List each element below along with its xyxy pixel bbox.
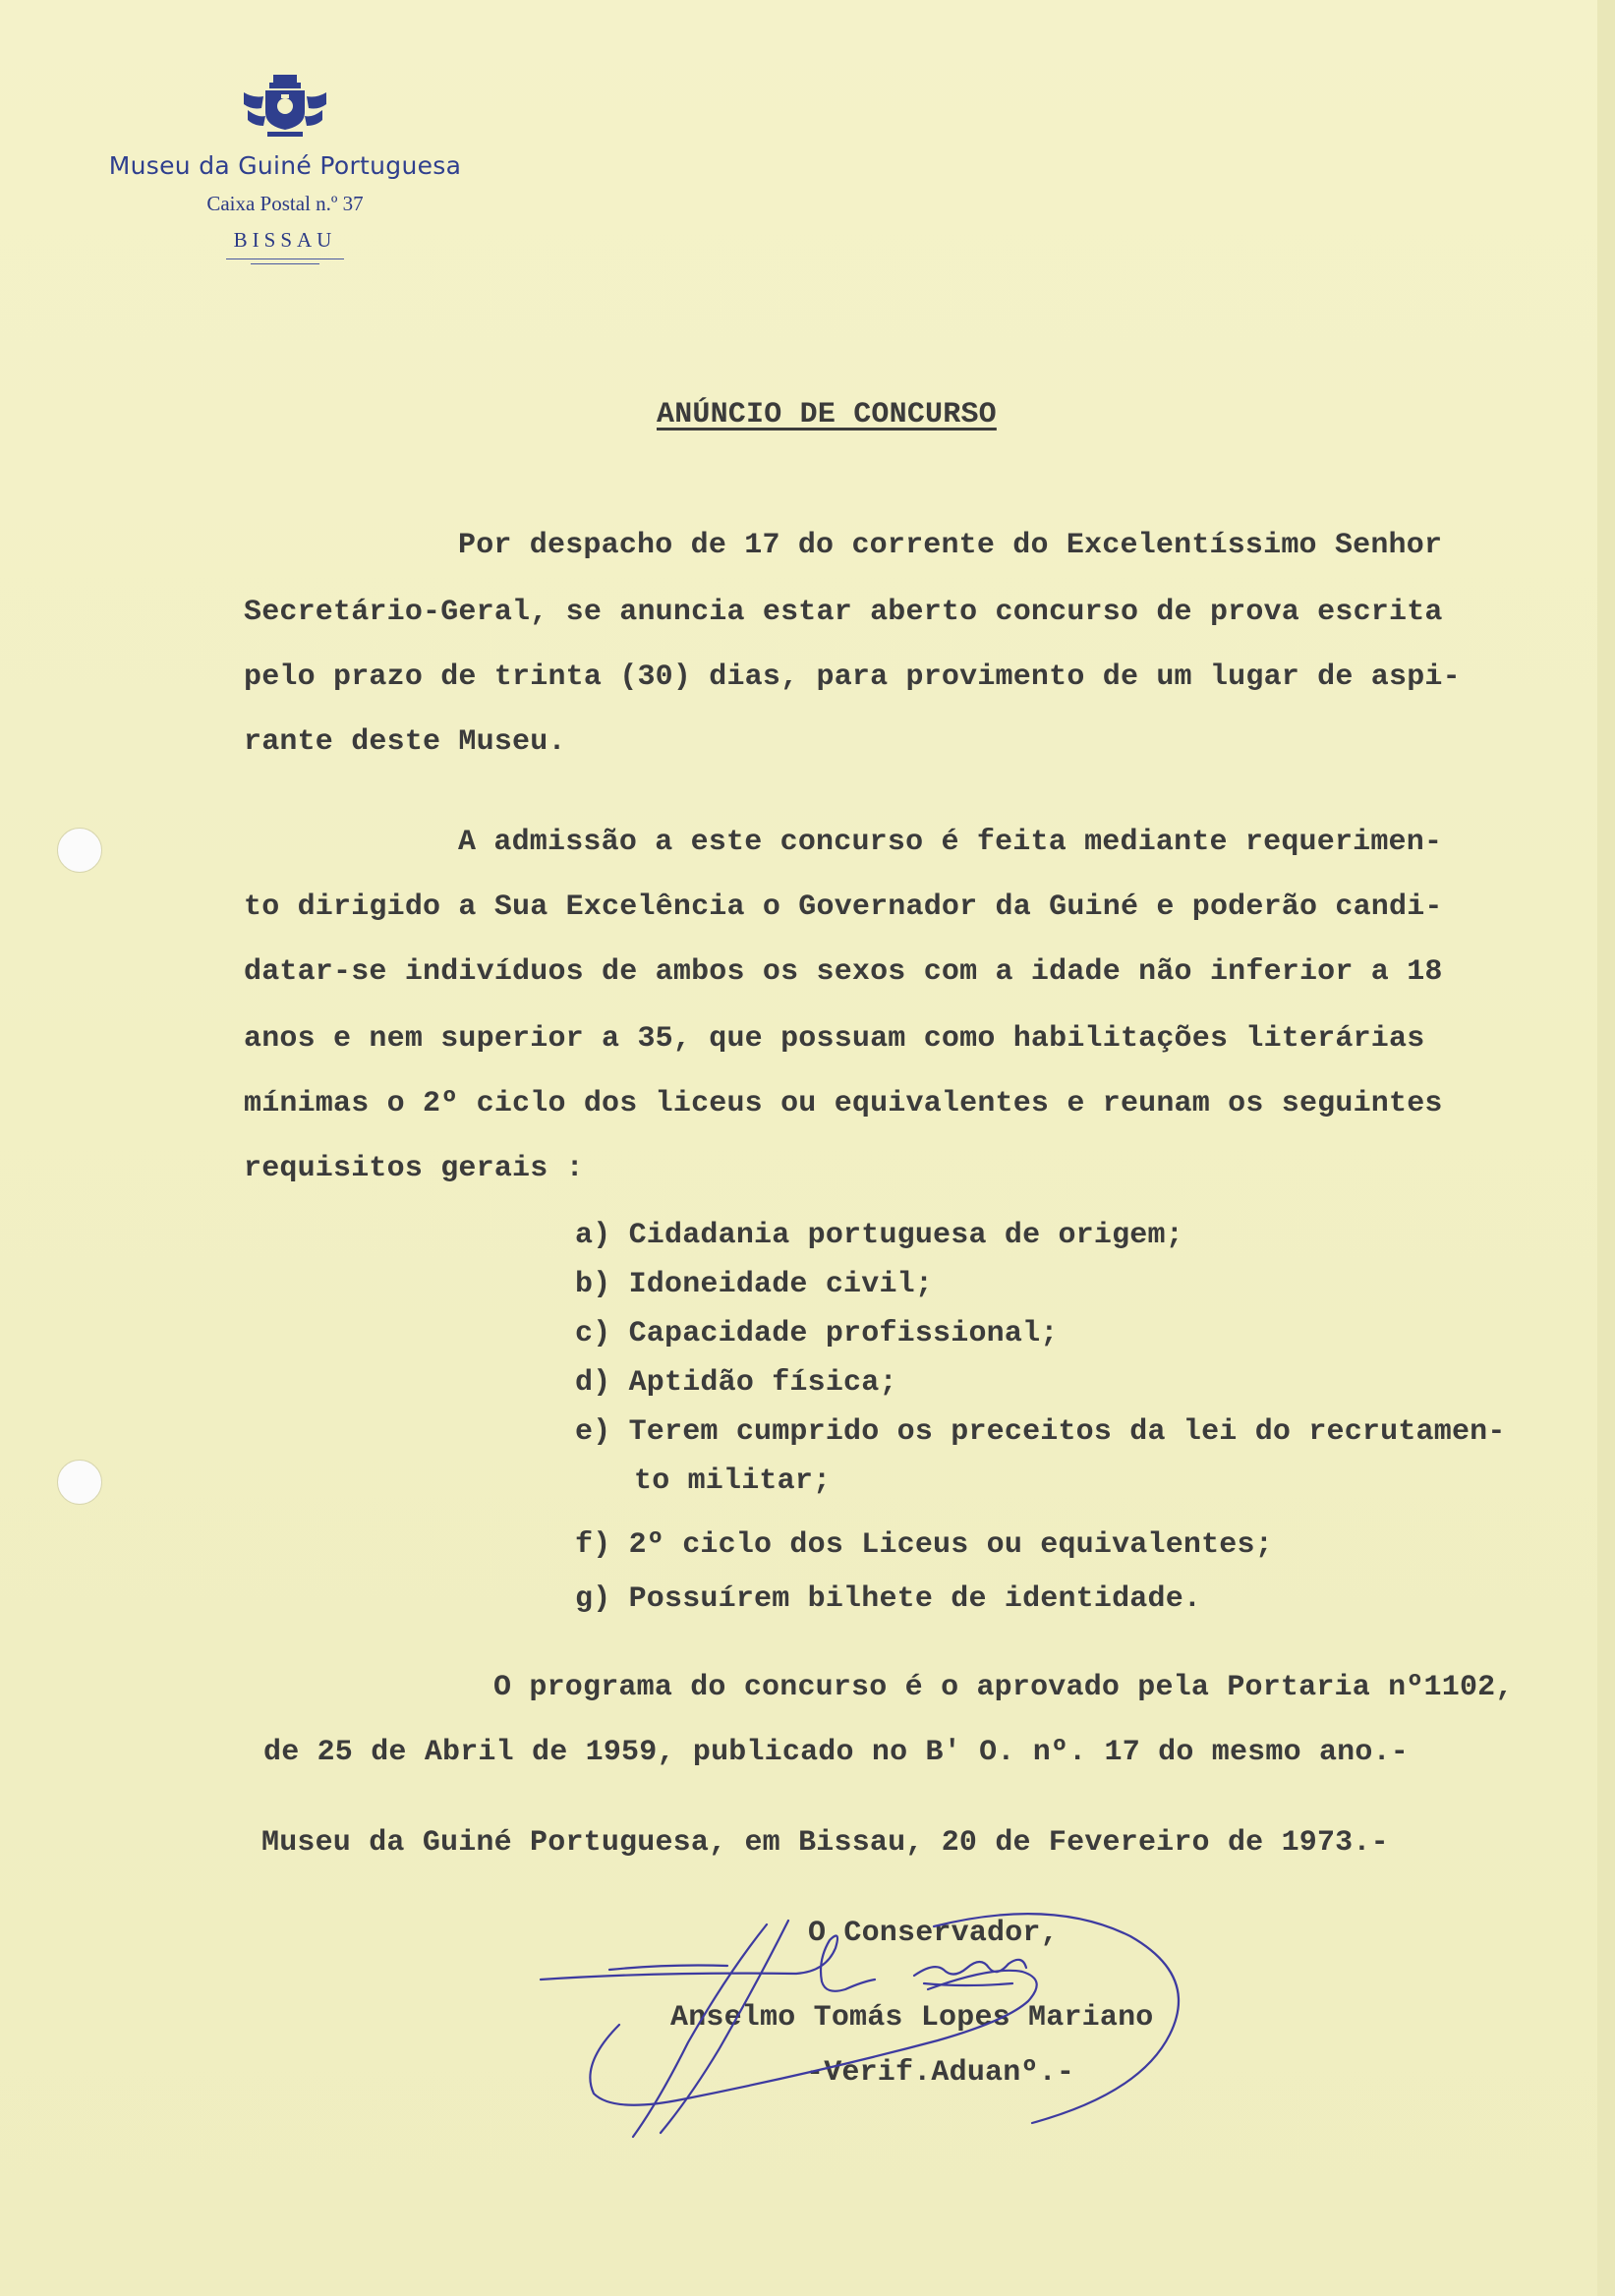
punch-hole-top bbox=[57, 828, 102, 873]
paragraph1-line: rante deste Museu. bbox=[244, 725, 566, 759]
letterhead bbox=[59, 71, 511, 264]
requirement-item: c) Capacidade profissional; bbox=[575, 1317, 1059, 1350]
requirement-item-continued: to militar; bbox=[634, 1464, 832, 1498]
document-title: ANÚNCIO DE CONCURSO bbox=[657, 398, 997, 431]
signatory-title: -Verif.Aduanº.- bbox=[806, 2056, 1075, 2090]
city-name: BISSAU bbox=[233, 228, 337, 252]
postal-address: Caixa Postal n.º 37 bbox=[206, 192, 364, 215]
paragraph2-line: A admissão a este concurso é feita mediante requerimen- bbox=[458, 826, 1443, 859]
letterhead-rule-short bbox=[251, 263, 319, 264]
paragraph1-line: Por despacho de 17 do corrente do Excelentíssimo Senhor bbox=[458, 529, 1443, 562]
coat-of-arms-emblem bbox=[238, 71, 332, 142]
paragraph2-line: anos e nem superior a 35, que possuam como habilitações literárias bbox=[244, 1022, 1425, 1056]
dateline: Museu da Guiné Portuguesa, em Bissau, 20 de Fevereiro de 1973.- bbox=[261, 1826, 1389, 1860]
paragraph2-line: mínimas o 2º ciclo dos liceus ou equivalentes e reunam os seguintes bbox=[244, 1087, 1443, 1120]
signatory-name: Anselmo Tomás Lopes Mariano bbox=[670, 2001, 1154, 2035]
requirement-item: d) Aptidão física; bbox=[575, 1366, 897, 1400]
institution-name: Museu da Guiné Portuguesa bbox=[108, 151, 462, 180]
paragraph3-line: de 25 de Abril de 1959, publicado no B' O. nº. 17 do mesmo ano.- bbox=[263, 1736, 1409, 1769]
punch-hole-bottom bbox=[57, 1460, 102, 1505]
paragraph2-line: datar-se indivíduos de ambos os sexos com a idade não inferior a 18 bbox=[244, 955, 1443, 989]
page-edge bbox=[1597, 0, 1615, 2296]
requirement-item: e) Terem cumprido os preceitos da lei do recrutamen- bbox=[575, 1415, 1506, 1449]
paragraph2-line: to dirigido a Sua Excelência o Governador da Guiné e poderão candi- bbox=[244, 890, 1443, 924]
signatory-role: O Conservador, bbox=[808, 1917, 1059, 1950]
requirement-item: f) 2º ciclo dos Liceus ou equivalentes; bbox=[575, 1528, 1273, 1562]
paragraph1-line: pelo prazo de trinta (30) dias, para provimento de um lugar de aspi- bbox=[244, 660, 1461, 694]
letterhead-rule bbox=[226, 258, 344, 259]
paragraph1-line: Secretário-Geral, se anuncia estar aberto concurso de prova escrita bbox=[244, 596, 1443, 629]
requirement-item: a) Cidadania portuguesa de origem; bbox=[575, 1219, 1183, 1252]
requirement-item: b) Idoneidade civil; bbox=[575, 1268, 934, 1301]
paragraph3-line: O programa do concurso é o aprovado pela Portaria nº1102, bbox=[493, 1671, 1514, 1704]
paragraph2-line: requisitos gerais : bbox=[244, 1152, 584, 1185]
requirement-item: g) Possuírem bilhete de identidade. bbox=[575, 1582, 1202, 1616]
